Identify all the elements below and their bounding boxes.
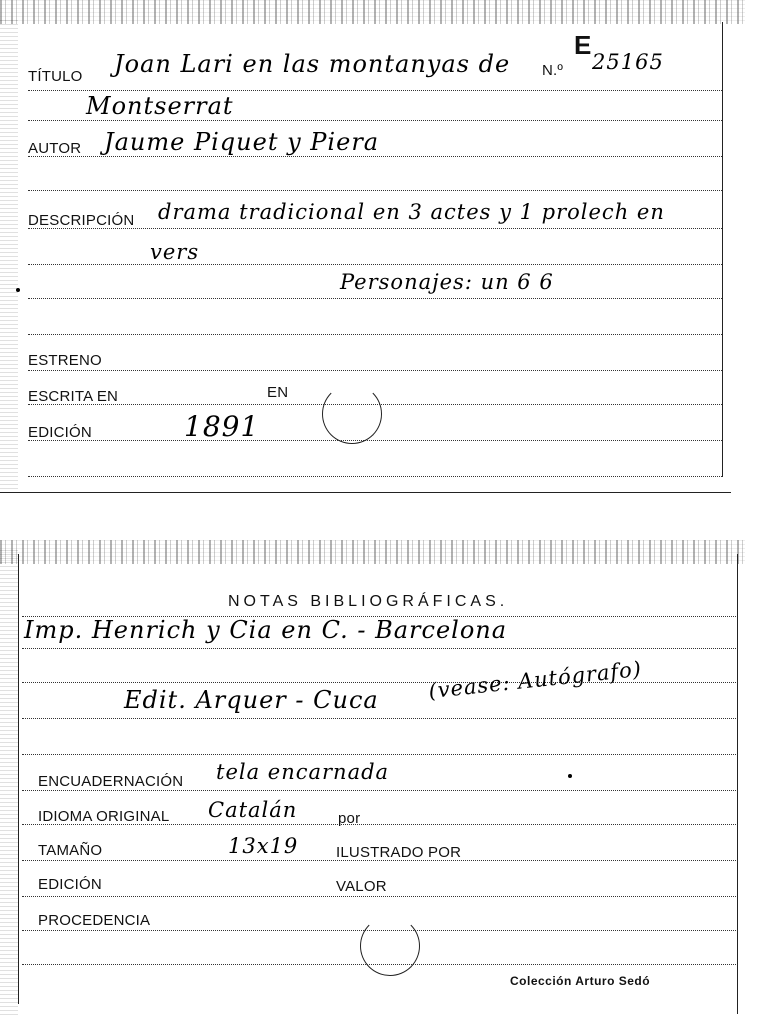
ruled-line [22, 790, 736, 791]
ruled-line [28, 120, 722, 121]
card-left-border [18, 554, 19, 1004]
handwritten-edicion: 1891 [184, 410, 260, 443]
label-titulo: TÍTULO [28, 68, 83, 85]
label-por: por [338, 810, 361, 827]
ruled-line [28, 90, 722, 91]
handwritten-tamano: 13x19 [228, 834, 299, 858]
catalog-card-top [0, 0, 745, 495]
handwritten-notes-line2: Edit. Arquer - Cuca [124, 686, 379, 714]
ruled-line [28, 190, 722, 191]
ruled-line [28, 476, 722, 477]
label-edicion: EDICIÓN [28, 424, 92, 441]
label-descripcion: DESCRIPCIÓN [28, 212, 135, 229]
card-right-border [722, 22, 723, 477]
label-idioma-original: IDIOMA ORIGINAL [38, 808, 170, 825]
ruled-line [22, 718, 736, 719]
handwritten-titulo-line1: Joan Lari en las montanyas de [114, 50, 511, 78]
label-edicion: EDICIÓN [38, 876, 102, 893]
label-estreno: ESTRENO [28, 352, 102, 369]
card-right-border [737, 554, 738, 1014]
punch-hole [322, 384, 382, 444]
handwritten-autor: Jaume Piquet y Piera [104, 128, 380, 156]
label-encuadernacion: ENCUADERNACIÓN [38, 773, 184, 790]
ruled-line [28, 440, 722, 441]
ruled-line [22, 896, 736, 897]
footer-collection: Colección Arturo Sedó [510, 974, 651, 988]
punch-hole [360, 916, 420, 976]
ruled-line [28, 156, 722, 157]
ruled-line [28, 370, 722, 371]
handwritten-personajes: Personajes: un 6 6 [340, 270, 554, 294]
card-top-edge [0, 0, 745, 24]
notes-title: NOTAS BIBLIOGRÁFICAS. [228, 593, 509, 610]
ruled-line [28, 334, 722, 335]
handwritten-encuadernacion: tela encarnada [216, 760, 390, 784]
ruled-line [28, 264, 722, 265]
card-left-edge [0, 550, 18, 1015]
ruled-line [22, 754, 736, 755]
label-tamano: TAMAÑO [38, 842, 103, 859]
label-valor: VALOR [336, 878, 387, 895]
handwritten-notes-aside: (vease: Autógrafo) [427, 656, 644, 704]
mark-letter: E [574, 30, 592, 60]
catalog-card-bottom [0, 540, 745, 1020]
label-numero: N.º [542, 62, 564, 79]
handwritten-idioma-original: Catalán [208, 798, 298, 822]
handwritten-notes-line1: Imp. Henrich y Cia en C. - Barcelona [24, 616, 508, 644]
handwritten-titulo-line2: Montserrat [86, 92, 234, 120]
handwritten-descripcion-line1: drama tradicional en 3 actes y 1 prolech en [158, 200, 665, 224]
card-left-edge [0, 20, 18, 490]
handwritten-numero: 25165 [592, 50, 664, 74]
ruled-line [28, 298, 722, 299]
handwritten-descripcion-line2: vers [150, 240, 200, 264]
label-ilustrado-por: ILUSTRADO POR [336, 844, 462, 861]
label-autor: AUTOR [28, 140, 82, 157]
ink-dot [568, 774, 572, 778]
label-escrita-en: ESCRITA EN [28, 388, 119, 405]
card-top-edge [0, 540, 745, 564]
label-en: EN [267, 384, 289, 401]
ruled-line [22, 648, 736, 649]
label-procedencia: PROCEDENCIA [38, 912, 151, 929]
card-bottom-border [0, 492, 731, 493]
ink-dot [16, 288, 20, 292]
